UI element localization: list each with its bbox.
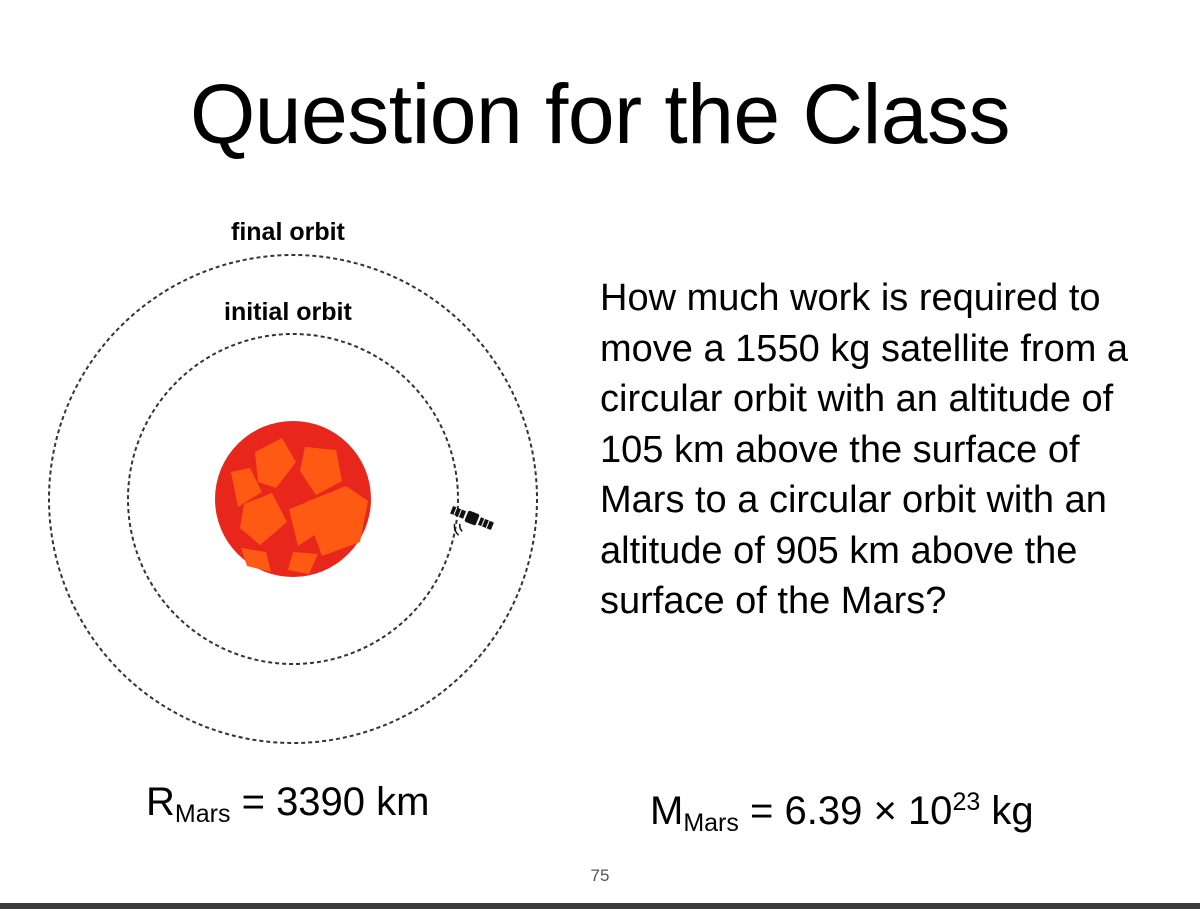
slide-title: Question for the Class [189, 67, 1011, 161]
mars-mass-formula [650, 778, 1034, 847]
mars-radius-formula [146, 778, 429, 838]
radius-equals: = [241, 780, 265, 824]
orbit-diagram-svg [0, 200, 560, 760]
mass-equals: = [750, 789, 774, 833]
mass-subscript: Mars [683, 809, 739, 837]
mass-unit: kg [991, 789, 1034, 833]
page-number: 75 [590, 866, 610, 885]
orbit-diagram [0, 200, 560, 760]
final-orbit-label: final orbit [231, 218, 345, 246]
initial-orbit-label: initial orbit [224, 298, 352, 326]
question-text: How much work is required to move a 1550 kg satellite from a circular orbit with an altitude of 105 km above the surface of Mars to a circular orbit with an altitude of 905 km above the surface of the Mars? [600, 277, 1129, 622]
radius-value: 3390 km [276, 780, 430, 824]
mass-mantissa: 6.39 × 10 [784, 789, 953, 833]
radius-subscript: Mars [174, 800, 231, 828]
mass-symbol: M [650, 789, 684, 833]
mass-exponent: 23 [952, 788, 981, 816]
radius-symbol: R [146, 780, 175, 824]
mars-planet [215, 421, 371, 577]
bottom-bar [0, 903, 1200, 909]
satellite-icon [444, 504, 495, 546]
